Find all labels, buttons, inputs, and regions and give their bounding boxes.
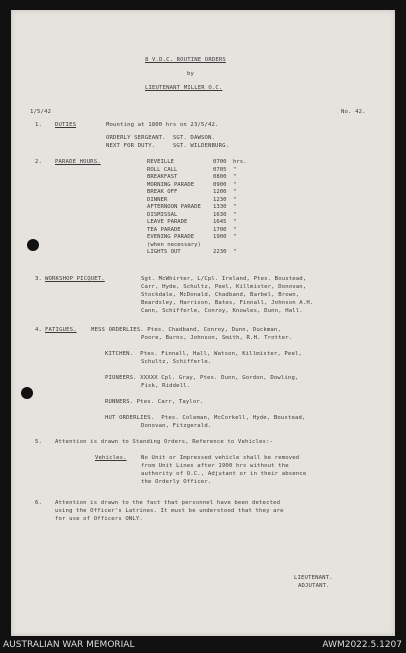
vehicles-label: Vehicles. [95,455,127,461]
schedule-row [147,189,246,197]
kitchen-line: KITCHEN. Ptes. Finnall, Hall, Watson, Killmister, Peel, [105,351,302,357]
schedule-time: 0700 [213,159,227,165]
schedule-event: ROLL CALL [147,166,178,173]
schedule-row [147,219,246,227]
schedule-row [147,204,246,212]
vehicles-line: No Unit or Impressed vehicle shall be removed [141,455,300,461]
schedule-event: (when necessary) [147,241,201,248]
schedule-row [147,249,246,257]
item-number: 3. [35,276,43,282]
workshop-line: Sgt. McWhirter, L/Cpl. Ireland, Ptes. Boustead, [141,276,307,282]
archive-footer [0,636,406,653]
schedule-time: 1200 [213,189,227,195]
mess-orderlies-line: MESS ORDERLIES. Ptes. Chadband, Conroy, Dunn, Duckman, [91,327,281,333]
signature-role: ADJUTANT. [298,583,330,589]
schedule-unit: hrs. [233,159,247,165]
workshop-line: Carr, Hyde, Schultz, Peel, Killmister, Donovan, [141,284,307,290]
parade-hours-label: PARADE HOURS. [55,159,101,165]
order-date: 1/5/42 [30,109,52,115]
schedule-unit: " [233,219,237,225]
item-number: 4. [35,327,43,333]
item-number: 2. [35,159,43,165]
schedule-event: LEAVE PARADE [147,219,188,225]
schedule-row [147,234,246,242]
workshop-label: WORKSHOP PICQUET. [45,276,105,282]
standing-orders-text: Attention is drawn to Standing Orders, Reference to Vehicles:- [55,439,274,445]
workshop-line: Stockdale, McDonald, Chadband, Barbel, Brown, [141,292,300,298]
workshop-line: Beardsley, Harrison, Bates, Finnall, Johnson A.H. [141,300,314,306]
pioneers-line: PIONEERS. XXXXX Cpl. Gray, Ptes. Dunn, Gordon, Dowling, [105,375,299,381]
item-number: 1. [35,122,43,128]
author-line: LIEUTENANT MILLER O.C. [145,85,223,91]
duties-label: DUTIES [55,122,77,128]
schedule-unit: " [233,249,237,255]
punch-hole [21,387,33,399]
schedule-time: 2230 [213,249,227,255]
hut-orderlies-line: HUT ORDERLIES. Ptes. Coleman, McCorkell, Hyde, Boustead, [105,415,306,421]
schedule-event: EVENING PARADE [147,234,195,240]
hut-orderlies-line: Donovan, Fitzgerald. [141,423,212,429]
schedule-time: 1330 [213,204,227,210]
schedule-time: 1645 [213,219,227,225]
schedule-unit: " [233,211,237,218]
item-number: 6. [35,500,43,506]
schedule-unit: " [233,234,237,240]
schedule-event: DISMISSAL [147,211,178,218]
vehicles-line: authority of O.C., Adjutant or in their absence [141,471,307,477]
schedule-event: REVEILLE [147,159,174,165]
schedule-row [147,212,246,220]
footer-institution: AUSTRALIAN WAR MEMORIAL [3,640,135,650]
duties-text: Mounting at 1800 hrs on 23/5/42. [106,122,219,128]
kitchen-line: Schultz, Schifferle. [141,359,212,365]
schedule-event: BREAKFAST [147,174,178,180]
schedule-unit: " [233,166,237,173]
schedule-row [147,182,246,190]
fatigues-label: FATIGUES. [45,327,77,333]
vehicles-line: from Unit Lines after 1900 hrs without the [141,463,289,469]
schedule-time: 1230 [213,196,227,203]
document-page [11,10,395,636]
duties-line: ORDERLY SERGEANT. SGT. DAWSON. [106,135,216,141]
mess-orderlies-line: Poore, Burns, Johnson, Smith, R.H. Trotter. [141,335,293,341]
schedule-unit: " [233,174,237,180]
schedule-time: 0800 [213,174,227,180]
schedule-unit: " [233,196,237,203]
schedule-row [147,159,246,167]
schedule-time: 0705 [213,166,227,173]
schedule-row [147,174,246,182]
schedule-unit: " [233,204,237,210]
latrines-line: using the Officer's Latrines. It must be understood that they are [55,508,284,514]
schedule-unit: " [233,226,237,233]
document-title: 8 V.D.C. ROUTINE ORDERS [145,57,226,63]
schedule-event: LIGHTS OUT [147,249,181,255]
footer-accession: AWM2022.5.1207 [322,640,402,650]
duties-line: NEXT FOR DUTY. SGT. WILDENBURG. [106,143,230,149]
schedule-event: BREAK OFF [147,189,178,195]
workshop-line: Cann, Schifferle, Conroy, Knowles, Dunn, Hall. [141,308,303,314]
schedule-event: MORNING PARADE [147,181,195,188]
schedule-event: AFTERNOON PARADE [147,204,201,210]
schedule-time [213,242,233,250]
signature-rank: LIEUTENANT. [294,575,333,581]
schedule-event: DINNER [147,196,168,203]
item-number: 5. [35,439,43,445]
schedule-row [147,242,246,250]
schedule-event: TEA PARADE [147,226,181,233]
schedule-row [147,227,246,235]
order-number: No. 42. [341,109,366,115]
pioneers-line: Fisk, Riddell. [141,383,191,389]
latrines-line: Attention is drawn to the fact that personnel have been detected [55,500,281,506]
parade-schedule [147,159,246,257]
by-line: by [187,71,195,77]
punch-hole [27,239,39,251]
schedule-time: 0900 [213,181,227,188]
schedule-row [147,167,246,175]
schedule-unit: " [233,181,237,188]
schedule-time: 1700 [213,226,227,233]
latrines-line: for use of Officers ONLY. [55,516,143,522]
schedule-unit: " [233,189,237,195]
schedule-row [147,197,246,205]
schedule-time: 1900 [213,234,227,240]
schedule-time: 1630 [213,211,227,218]
vehicles-line: the Orderly Officer. [141,479,212,485]
runners-line: RUNNERS. Ptes. Carr, Taylor. [105,399,204,405]
